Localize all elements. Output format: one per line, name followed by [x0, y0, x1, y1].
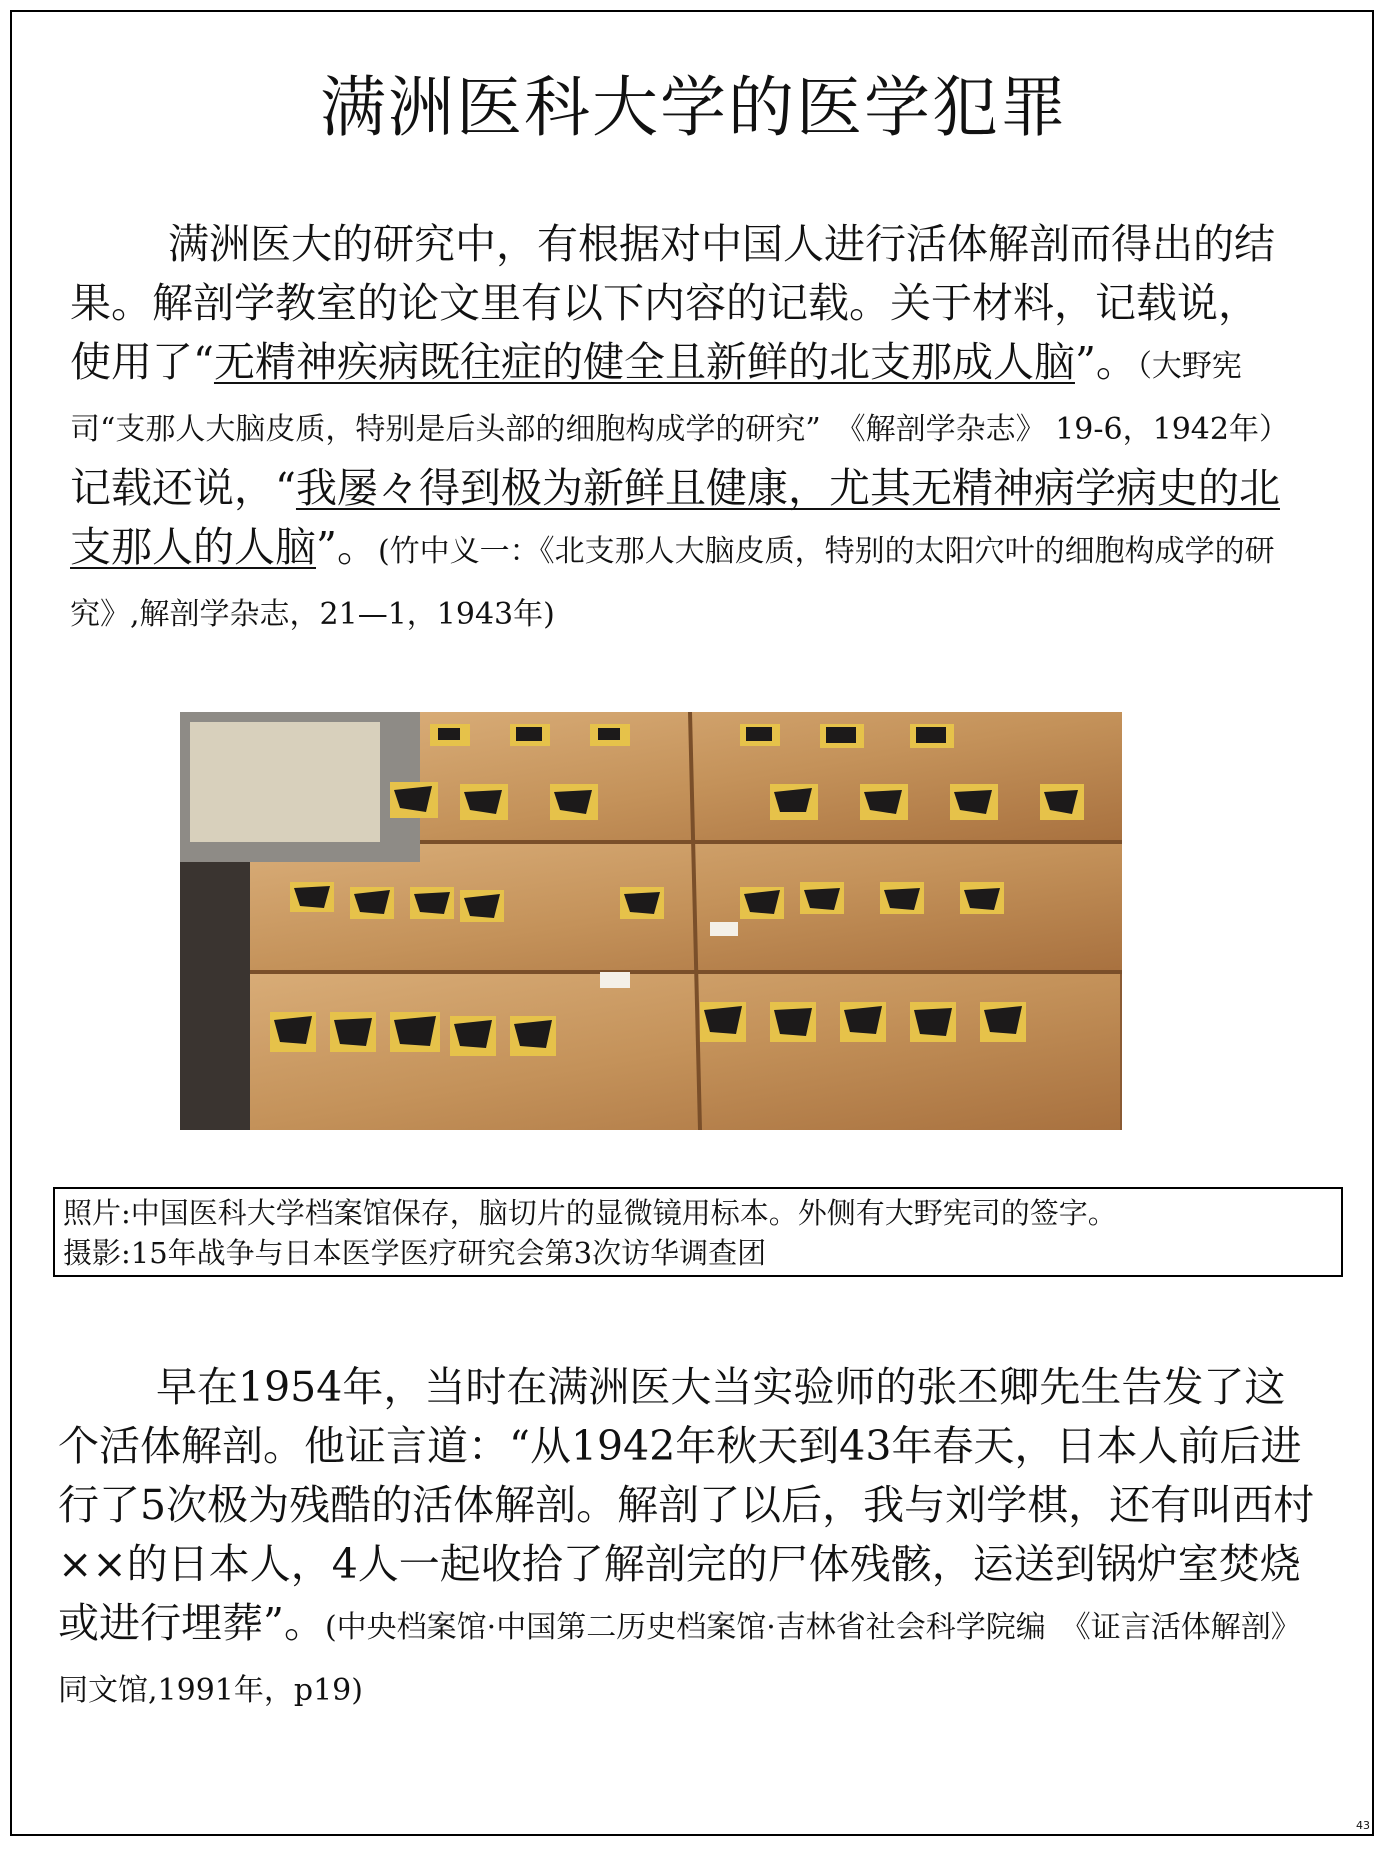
dark-binder [180, 862, 250, 1130]
folder-paper [190, 722, 380, 842]
specimen-photo-drawing [180, 712, 1122, 1130]
paragraph2-text: 早在1954年，当时在满洲医大当实验师的张丕卿先生告发了这个活体解剖。他证言道：“从1942年秋天到43年春天，日本人前后进行了5次极为残酷的活体解剖。解剖了以后，我与刘学棋，还有叫西村××的日本人，4人一起收拾了解剖完的尸体残骸，运送到锅炉室焚烧或进行埋葬”。 [58, 1363, 1315, 1647]
page-number: 43 [1356, 1819, 1370, 1832]
caption-line-2: 摄影:15年战争与日本医学医疗研究会第3次访华调查团 [63, 1236, 767, 1270]
caption-line-1: 照片:中国医科大学档案馆保存，脑切片的显微镜用标本。外侧有大野宪司的签字。 [63, 1196, 1117, 1230]
paragraph1-text-d: ”。 [316, 523, 378, 571]
paragraph1-text-b: ”。 [1074, 338, 1137, 386]
specimen-photo [180, 712, 1122, 1130]
citation-ono: （大野宪司“支那人大脑皮质，特别是后头部的细胞构成学的研究” 《解剖学杂志》 19-6，1942年） [70, 349, 1289, 447]
specimen-tag [600, 972, 630, 988]
paragraph-living-dissection-research [70, 215, 1290, 644]
quote-takenaka-underlined: 我屡々得到极为新鲜且健康，尤其无精神病学病史的北支那人的人脑 [70, 464, 1280, 571]
photo-caption [53, 1187, 1343, 1277]
paragraph-testimony [58, 1358, 1320, 1720]
page-title: 满洲医科大学的医学犯罪 [320, 69, 1068, 146]
citation-testimony: (中央档案馆·中国第二历史档案馆·吉林省社会科学院编 《证言活体解剖》同文馆,1991年，p19) [58, 1610, 1301, 1708]
paragraph1-text-c: 记载还说，“ [70, 464, 296, 512]
specimen-tag [710, 922, 738, 936]
citation-takenaka: (竹中义一：《北支那人大脑皮质，特别的太阳穴叶的细胞构成学的研究》,解剖学杂志，21—1，1943年) [70, 534, 1275, 632]
quote-ono-underlined: 无精神疾病既往症的健全且新鲜的北支那成人脑 [213, 338, 1075, 386]
paragraph1-text-a: 满洲医大的研究中，有根据对中国人进行活体解剖而得出的结果。解剖学教室的论文里有以下内容的记载。关于材料，记载说，使用了“ [70, 220, 1275, 386]
